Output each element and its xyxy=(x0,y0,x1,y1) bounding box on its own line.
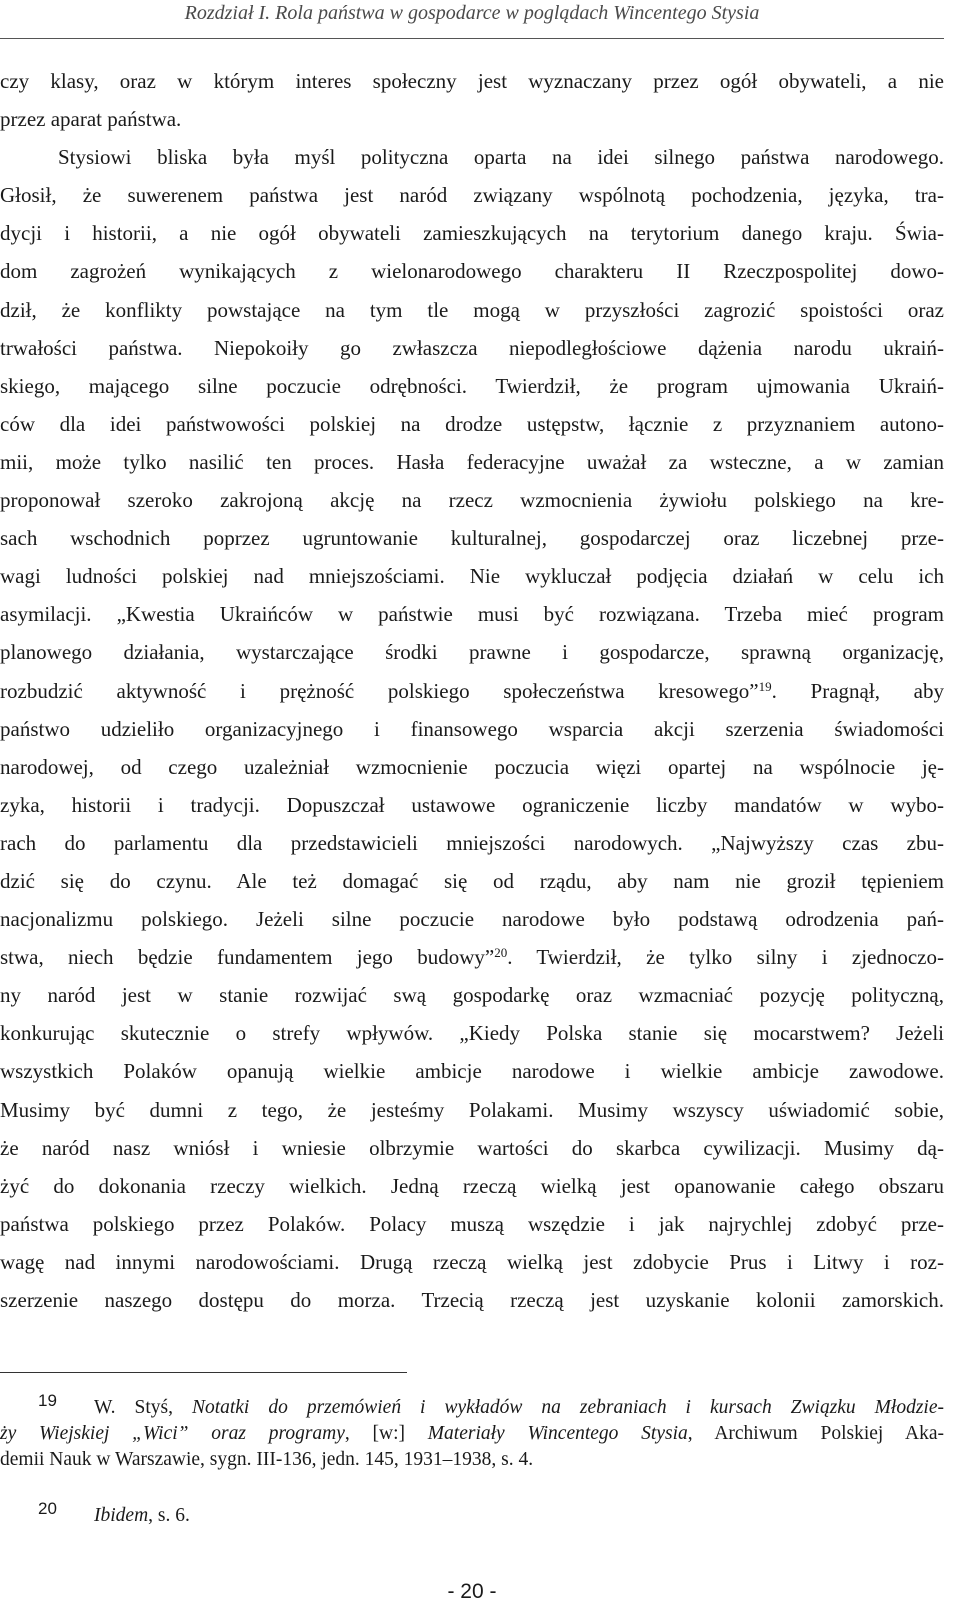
header-rule xyxy=(0,38,944,39)
text-line: czy klasy, oraz w którym interes społeczny jest wyznaczany przez ogół obywateli, a nie xyxy=(0,69,944,93)
text-line: Głosił, że suwerenem państwa jest naród związany wspólnotą pochodzenia, języka, tra- xyxy=(0,183,944,208)
footnote-text: , Archiwum Polskiej Aka- xyxy=(687,1423,944,1444)
footnote-19 xyxy=(0,1391,944,1473)
footnote-line xyxy=(0,1421,944,1447)
text-line: konkurując skutecznie o strefy wpływów. „Kiedy Polska stanie się mocarstwem? Jeżeli xyxy=(0,1021,944,1046)
text-line: wszystkich Polaków opanują wielkie ambicje narodowe i wielkie ambicje zawodowe. xyxy=(0,1059,944,1084)
running-header xyxy=(0,0,960,40)
text-line: dom zagrożeń wynikających z wielonarodowego charakteru II Rzeczpospolitej dowo- xyxy=(0,259,944,284)
footnote-ref-19[interactable]: 19 xyxy=(758,678,772,694)
text-line: żyć do dokonania rzeczy wielkich. Jedną rzeczą wielką jest opanowanie całego obszaru xyxy=(0,1173,944,1198)
text-line: przez aparat państwa. xyxy=(0,107,182,132)
running-title: Rozdział I. Rola państwa w gospodarce w poglądach Wincentego Stysia xyxy=(184,2,760,24)
text-fragment: . Twierdził, że tylko silny i zjednoczo- xyxy=(507,945,944,970)
text-line: mii, może tylko nasilić ten proces. Hasła federacyjne uważał za wsteczne, a w zamian xyxy=(0,449,944,474)
footnote-text: , [w:] xyxy=(344,1423,428,1444)
footnote-separator xyxy=(0,1372,407,1373)
footnote-line xyxy=(0,1503,944,1529)
text-fragment: rozbudzić aktywność i prężność polskiego społeczeństwa kresowego” xyxy=(0,678,759,703)
footnote-ibidem: Ibidem xyxy=(94,1505,149,1526)
text-line: skiego, mającego silne poczucie odrębności. Twierdził, że program ujmowania Ukraiń- xyxy=(0,373,944,398)
text-line: Musimy być dumni z tego, że jesteśmy Polakami. Musimy wszyscy uświadomić sobie, xyxy=(0,1097,944,1122)
text-line: narodowej, od czego uzależniał wzmocnienie poczucia więzi opartej na wspólnocie ję- xyxy=(0,754,944,779)
footnote-author: W. Styś, xyxy=(94,1397,192,1418)
text-line: państwa polskiego przez Polaków. Polacy muszą wszędzie i jak najrychlej zdobyć prze- xyxy=(0,1211,944,1236)
text-line: zyka, historii i tradycji. Dopuszczał ustawowe ograniczenie liczby mandatów w wybo- xyxy=(0,792,944,817)
footnote-title: Notatki do przemówień i wykładów na zebraniach i kursach Związku Młodzie- xyxy=(191,1397,944,1418)
text-fragment: stwa, niech będzie fundamentem jego budowy” xyxy=(0,945,495,970)
footnote-ref-20[interactable]: 20 xyxy=(494,945,508,961)
text-line: ny naród jest w stanie rozwijać swą gospodarkę oraz wzmacniać pozycję polityczną, xyxy=(0,983,944,1008)
text-line: dził, że konflikty powstające na tym tle mogą w przyszłości zagrozić spoistości oraz xyxy=(0,297,944,322)
text-line: nacjonalizmu polskiego. Jeżeli silne poczucie narodowe było podstawą odrodzenia pań- xyxy=(0,907,944,932)
text-line: proponował szeroko zakrojoną akcję na rzecz wzmocnienia żywiołu polskiego na kre- xyxy=(0,488,944,513)
text-line: dycji i historii, a nie ogół obywateli zamieszkujących na terytorium danego kraju. Świa- xyxy=(0,221,944,246)
text-line: sach wschodnich poprzez ugruntowanie kulturalnej, gospodarczej oraz liczebnej prze- xyxy=(0,526,944,551)
text-line: dzić się do czynu. Ale też domagać się od rządu, aby nam nie groził tępieniem xyxy=(0,868,944,893)
body-text xyxy=(0,62,944,1319)
text-line: trwałości państwa. Niepokoiły go zwłaszcza niepodległościowe dążenia narodu ukraiń- xyxy=(0,335,944,360)
footnote-line xyxy=(0,1395,944,1421)
text-line: państwo udzieliło organizacyjnego i finansowego wsparcia akcji szerzenia świadomości xyxy=(0,716,944,741)
text-line: wagę nad innymi narodowościami. Drugą rzeczą wielką jest zdobycie Prus i Litwy i roz- xyxy=(0,1249,944,1274)
text-line: rach do parlamentu dla przedstawicieli mniejszości narodowych. „Najwyższy czas zbu- xyxy=(0,830,944,855)
footnote-title-cont: ży Wiejskiej „Wici” oraz programy xyxy=(0,1423,345,1444)
text-line: że naród nasz wniósł i wniesie olbrzymie wartości do skarbca cywilizacji. Musimy dą- xyxy=(0,1135,944,1160)
footnote-source: Materiały Wincentego Stysia xyxy=(427,1423,688,1444)
text-line: szerzenie naszego dostępu do morza. Trzecią rzeczą jest uzyskanie kolonii zamorskich. xyxy=(0,1288,944,1312)
text-line: ców dla idei państwowości polskiej na drodze ustępstw, łącznie z przyznaniem autono- xyxy=(0,411,944,436)
footnote-line: demii Nauk w Warszawie, sygn. III-136, jedn. 145, 1931–1938, s. 4. xyxy=(0,1449,534,1470)
text-line: wagi ludności polskiej nad mniejszościami. Nie wykluczał podjęcia działań w celu ich xyxy=(0,564,944,589)
text-line-with-footnote-19 xyxy=(0,672,944,710)
text-line: planowego działania, wystarczające środki prawne i gospodarcze, sprawną organizację, xyxy=(0,640,944,665)
text-line: Stysiowi bliska była myśl polityczna oparta na idei silnego państwa narodowego. xyxy=(58,145,944,170)
text-line: asymilacji. „Kwestia Ukraińców w państwie musi być rozwiązana. Trzeba mieć program xyxy=(0,602,944,627)
text-line-with-footnote-20 xyxy=(0,938,944,976)
page-number: - 20 - xyxy=(447,1580,497,1603)
text-fragment: . Pragnął, aby xyxy=(771,678,944,703)
footnote-20 xyxy=(0,1499,944,1529)
footnote-number: 20 xyxy=(38,1499,57,1518)
footnote-number: 19 xyxy=(38,1391,57,1410)
footnote-text: , s. 6. xyxy=(148,1505,190,1526)
